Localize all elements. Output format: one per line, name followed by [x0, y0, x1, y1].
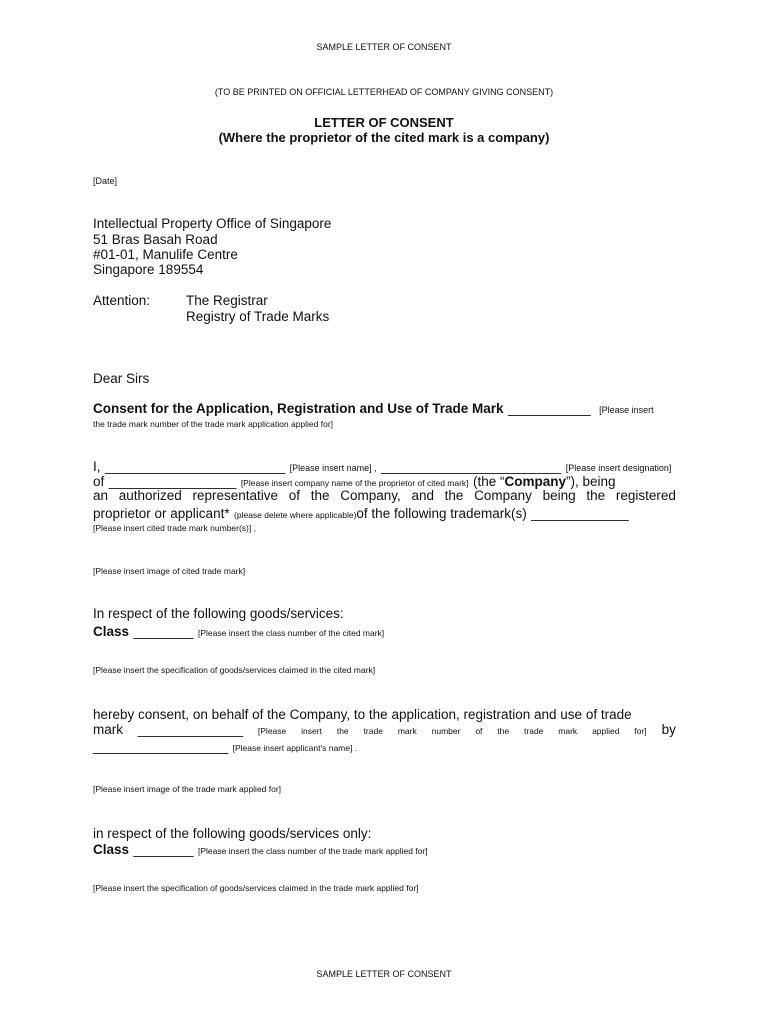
- class-label-2: Class: [93, 842, 130, 857]
- applicant-blank: __________________: [93, 739, 229, 754]
- applied-image-note: [Please insert image of the trade mark applied for]: [93, 784, 282, 794]
- note-word: [Please: [257, 726, 287, 736]
- subject-blank: ___________: [508, 401, 591, 416]
- word: an: [93, 488, 109, 503]
- of-word: of: [93, 474, 105, 489]
- note-word: of: [475, 726, 483, 736]
- name-blank: ________________________: [104, 459, 286, 474]
- word: of: [288, 488, 301, 503]
- delete-note: (please delete where applicable): [234, 510, 357, 520]
- running-header: SAMPLE LETTER OF CONSENT: [316, 42, 452, 52]
- designation-note: [Please insert designation]: [565, 463, 672, 473]
- class-label: Class: [93, 624, 130, 639]
- date-placeholder: [Date]: [93, 176, 118, 186]
- cited-image-note: [Please insert image of cited trade mark]: [93, 566, 246, 576]
- company-note: [Please insert company name of the proprietor of cited mark]: [240, 478, 469, 488]
- address-line: 51 Bras Basah Road: [93, 232, 218, 247]
- address-line: Intellectual Property Office of Singapore: [93, 216, 332, 231]
- salutation: Dear Sirs: [93, 371, 150, 386]
- following-text: of the following trademark(s): [356, 506, 527, 521]
- cited-number-note: [Please insert cited trade mark number(s)] ,: [93, 523, 256, 533]
- note-word: mark: [558, 726, 578, 736]
- subject-note: [Please insert: [599, 405, 654, 415]
- note-word: trade: [363, 726, 383, 736]
- class-note-2: [Please insert the class number of the trade mark applied for]: [198, 846, 428, 856]
- class-line-2: [93, 841, 428, 859]
- note-word: for]: [634, 726, 647, 736]
- applicant-line: [93, 738, 357, 756]
- address-line: #01-01, Manulife Centre: [93, 247, 238, 262]
- subject-line: [93, 400, 654, 418]
- word: the: [310, 488, 330, 503]
- consent-line: hereby consent, on behalf of the Company, to the application, registration and use of trade: [93, 707, 632, 722]
- note-word: applied: [592, 726, 620, 736]
- company-blank: _________________: [108, 474, 237, 489]
- pronoun-i: I,: [93, 459, 101, 474]
- word: being: [542, 488, 576, 503]
- attention-line: Registry of Trade Marks: [186, 309, 330, 324]
- attention-line: The Registrar: [186, 293, 268, 308]
- goods-intro: In respect of the following goods/services:: [93, 606, 344, 621]
- mark-word: mark: [93, 722, 123, 737]
- subject-title: Consent for the Application, Registration and Use of Trade Mark: [93, 401, 504, 416]
- word: Company: [474, 488, 532, 503]
- applied-spec-note: [Please insert the specification of goods/services claimed in the trade mark applied for]: [93, 883, 419, 893]
- word: and: [411, 488, 434, 503]
- note-word: the: [497, 726, 510, 736]
- the-close: ”), being: [566, 474, 616, 489]
- note-word: insert: [301, 726, 322, 736]
- name-note: [Please insert name] ,: [289, 463, 377, 473]
- word: registered: [615, 488, 676, 503]
- running-footer: SAMPLE LETTER OF CONSENT: [316, 969, 452, 979]
- word: the: [586, 488, 606, 503]
- mark-blank: ______________: [137, 722, 244, 737]
- company-defined-term: Company: [504, 474, 567, 489]
- designation-blank: ________________________: [381, 459, 562, 474]
- address-line: Singapore 189554: [93, 262, 204, 277]
- class-line: [93, 623, 384, 641]
- proprietor-text: proprietor or applicant*: [93, 506, 230, 521]
- representative-line: [93, 488, 676, 503]
- goods-intro-2: in respect of the following goods/services only:: [93, 826, 372, 841]
- word: the: [444, 488, 464, 503]
- subject-note-continued: the trade mark number of the trade mark application applied for]: [93, 419, 334, 429]
- class-blank-2: ________: [133, 842, 194, 857]
- attention-label: Attention:: [93, 293, 151, 308]
- note-word: trade: [524, 726, 544, 736]
- document-subtitle: (Where the proprietor of the cited mark is a company): [218, 130, 550, 145]
- document-title: LETTER OF CONSENT: [314, 115, 454, 130]
- print-note: (TO BE PRINTED ON OFFICIAL LETTERHEAD OF COMPANY GIVING CONSENT): [214, 87, 554, 97]
- the-open: (the “: [473, 474, 505, 489]
- cited-spec-note: [Please insert the specification of goods/services claimed in the cited mark]: [93, 665, 376, 675]
- class-note: [Please insert the class number of the cited mark]: [198, 628, 385, 638]
- note-word: the: [336, 726, 349, 736]
- trademark-blank: _____________: [531, 506, 629, 521]
- applicant-note: [Please insert applicant's name] .: [232, 743, 358, 753]
- by-word: by: [661, 722, 676, 737]
- mark-line: [93, 722, 676, 737]
- word: authorized: [118, 488, 182, 503]
- class-blank: ________: [133, 624, 194, 639]
- word: representative: [192, 488, 279, 503]
- note-word: mark: [397, 726, 417, 736]
- word: Company,: [340, 488, 401, 503]
- note-word: number: [431, 726, 461, 736]
- proprietor-line: [93, 505, 629, 523]
